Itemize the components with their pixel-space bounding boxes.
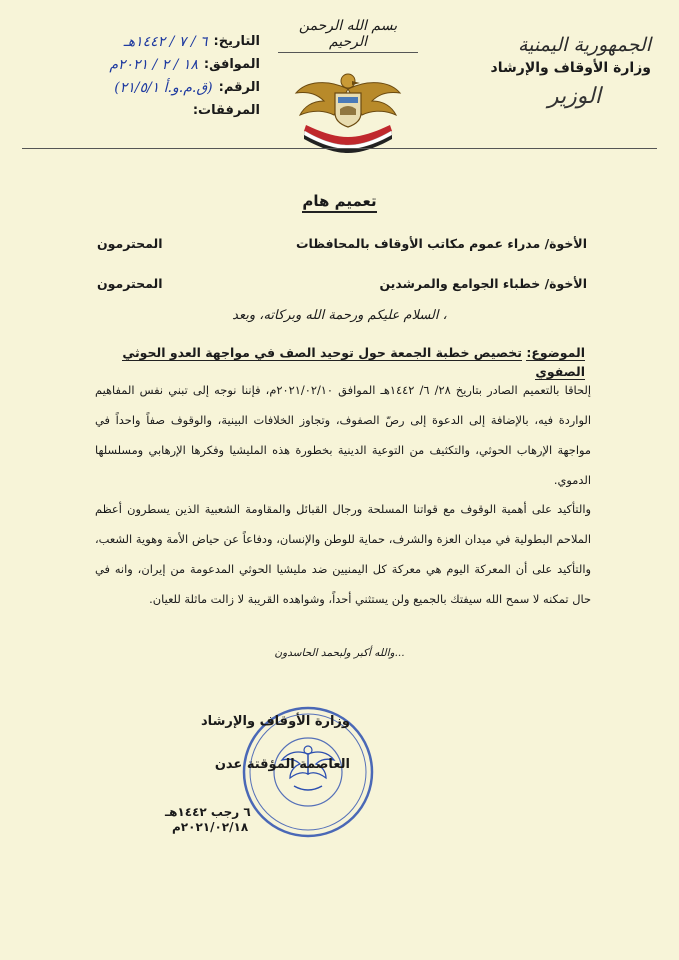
header-divider	[22, 148, 657, 149]
addressee-line-2	[97, 276, 587, 291]
ref-row	[30, 76, 260, 99]
letterhead-left	[30, 30, 260, 122]
minister-title: الوزير	[547, 84, 601, 109]
body-paragraph-1: إلحاقا بالتعميم الصادر بتاريخ ٢٨/ ٦/ ١٤٤٢هـ الموافق ٢٠٢١/٠٢/١٠م، فإننا نوجه إلى تبني نفس المفاهيم الواردة فيه، بالإضافة إلى الدعوة إلى رصّ الصفوف، وتجاوز الخلافات البينية، والوقوف صفاً واحداً في مواجهة الإرهاب الحوثي، والتكثيف من التوعية الدينية بخطورة هذه المليشيا وفكرها الإرهابي ومسلسلها الدموي.	[95, 383, 591, 487]
yemen-eagle-emblem-icon	[288, 59, 408, 155]
addressee-honorific: المحترمون	[97, 276, 163, 291]
addressee-line-1	[97, 236, 587, 251]
date-greg-label: الموافق:	[203, 57, 260, 72]
addressee-text: الأخوة/ خطباء الجوامع والمرشدين	[379, 276, 587, 291]
ministry-name: وزارة الأوقاف والإرشاد	[490, 60, 651, 76]
ref-label: الرقم:	[218, 80, 260, 95]
signature-capital: العاصمة المؤقتة عدن	[214, 757, 350, 772]
ref-value: (ق.م.و.أ ٢١/٥/١)	[114, 79, 213, 96]
date-hijri-label: التاريخ:	[213, 34, 260, 49]
signature-ministry: وزارة الأوقاف والإرشاد	[201, 714, 350, 729]
signature-date-greg: ٢٠٢١/٠٢/١٨م	[172, 820, 249, 834]
subject-text: تخصيص خطبة الجمعة حول توحيد الصف في مواجهة العدو الحوثي الصفوي	[122, 345, 585, 379]
date-greg-row	[30, 53, 260, 76]
body-paragraph-2: والتأكيد على أهمية الوقوف مع قواتنا المسلحة ورجال القبائل والمقاومة الشعبية الذين يسطرون أعظم الملاحم البطولية في ميدان العزة والشرف، حماية للوطن والإنسان، ودفاعاً عن حياض الأمة وهوية الشعب، والتأكيد على أن المعركة اليوم هي معركة كل اليمنيين ضد مليشيا الحوثي المدعومة من إيران، وانه في حال تمكنه لا سمح الله سيفتك بالجميع ولن يستثني أحداً، وشواهده القريبة لا زالت ماثلة للعيان.	[95, 502, 591, 606]
signature-date-hijri: ٦ رجب ١٤٤٢هـ	[165, 805, 251, 819]
letterhead-right	[451, 34, 651, 109]
date-hijri-value: ٦ / ٧ / ١٤٤٢هـ	[123, 33, 208, 50]
greeting: السلام عليكم ورحمة الله وبركاته، وبعد ،	[232, 308, 447, 323]
document-title: تعميم هام	[0, 192, 679, 210]
republic-name: الجمهورية اليمنية	[517, 34, 651, 56]
date-greg-value: ١٨ / ٢ / ٢٠٢١م	[109, 56, 198, 73]
attachments-label: المرفقات:	[192, 103, 260, 118]
addressee-text: الأخوة/ مدراء عموم مكاتب الأوقاف بالمحافظات	[295, 236, 587, 251]
attachments-row	[30, 99, 260, 122]
basmala: بسم الله الرحمن الرحيم	[278, 18, 418, 53]
date-hijri-row	[30, 30, 260, 53]
subject-label: الموضوع:	[526, 345, 585, 360]
closing-line: والله أكبر ولبحمد الحاسدون...	[274, 647, 405, 659]
letterhead-center	[278, 18, 418, 155]
addressee-honorific: المحترمون	[97, 236, 163, 251]
